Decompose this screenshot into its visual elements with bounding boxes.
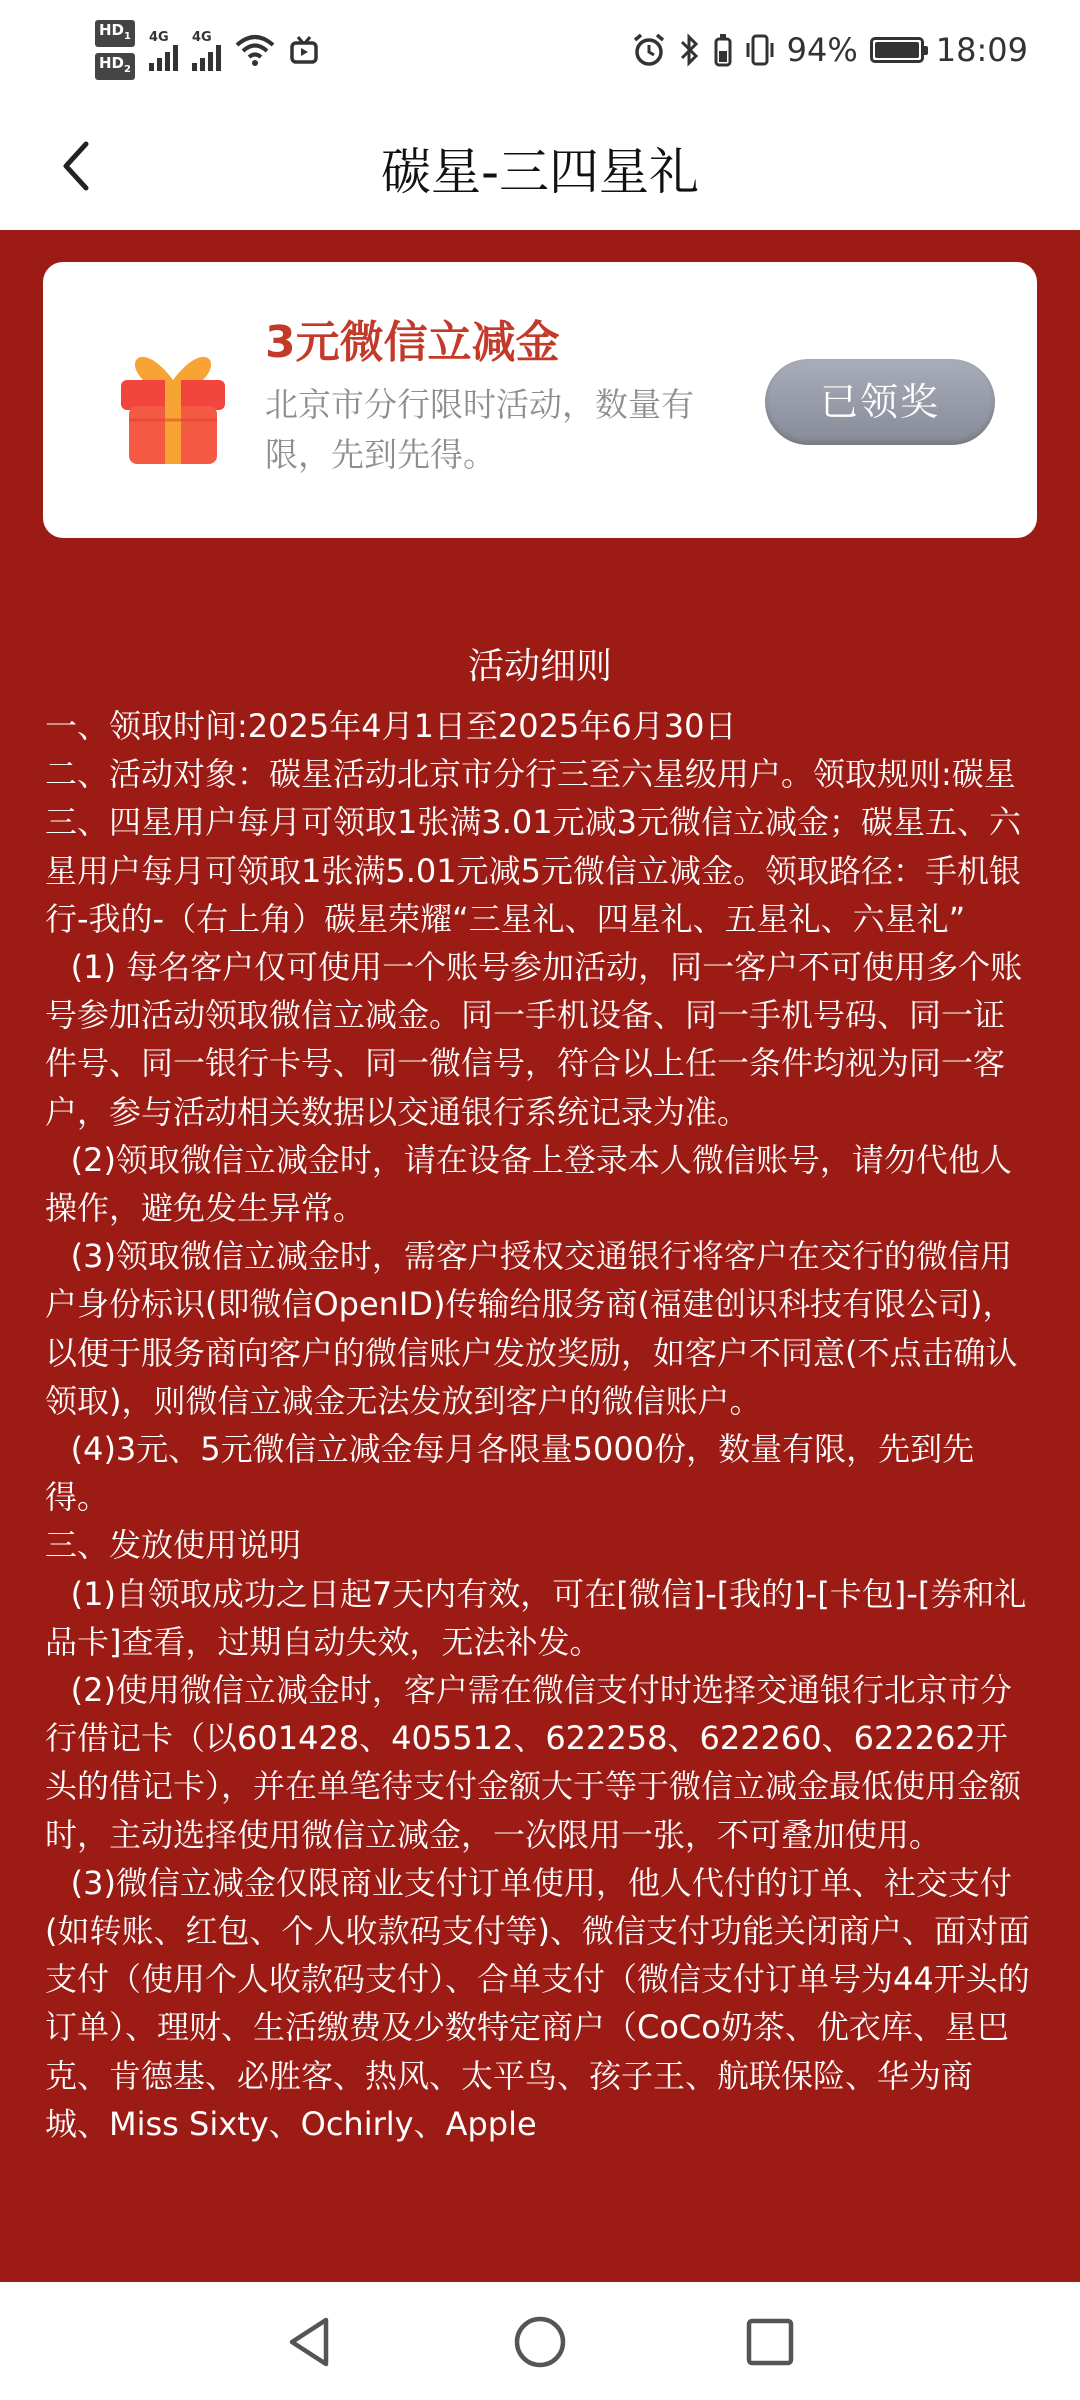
rules-title: 活动细则: [467, 646, 612, 687]
status-right: [631, 20, 1028, 80]
clock: 18:09: [935, 31, 1028, 69]
rules-paragraph: (2)领取微信立减金时，请在设备上登录本人微信账号，请勿代他人操作，避免发生异常。: [45, 1140, 1012, 1228]
claimed-button[interactable]: 已领奖: [765, 359, 995, 445]
vibrate-icon: [745, 33, 775, 67]
sim2-hd-badge: $HD_2$: [95, 53, 135, 80]
rules-paragraph: (1)自领取成功之日起7天内有效，可在[微信]-[我的]-[卡包]-[券和礼品卡]查看，过期自动失效，无法补发。: [45, 1574, 1027, 1661]
rules-paragraph: (4)3元、5元微信立减金每月各限量5000份，数量有限，先到先得。: [45, 1430, 975, 1517]
alarm-icon: [631, 32, 667, 68]
nav-recents-icon[interactable]: [740, 2312, 800, 2372]
sim1-hd-badge: $HD_1$: [95, 20, 135, 47]
rules-paragraph: (3)微信立减金仅限商业支付订单使用，他人代付的订单、社交支付(如转账、红包、个人收款码支付等)、微信支付功能关闭商户、面对面支付（使用个人收款码支付）、合单支付（微信支付订单号为44开头的订单）、理财、生活缴费及少数特定商户（CoCo奶茶、优衣库、星巴克、肯德基、必胜客、热风、太平鸟、孩子王、航联保险、华为商城、Miss Sixty、Ochirly、Apple: [45, 1863, 1030, 2143]
main-content[interactable]: [0, 230, 1080, 2282]
reward-description: 北京市分行限时活动，数量有限，先到先得。: [265, 385, 694, 474]
signal2-icon: 4G: [192, 30, 221, 71]
rules-text: [45, 702, 1035, 2148]
rules-paragraph: 一、领取时间:2025年4月1日至2025年6月30日: [45, 707, 737, 745]
status-bar: [0, 0, 1080, 100]
battery-icon: [870, 37, 924, 63]
page-title: 碳星-三四星礼: [380, 143, 700, 201]
status-left: [95, 20, 319, 80]
rules-paragraph: 二、活动对象：碳星活动北京市分行三至六星级用户。领取规则:碳星三、四星用户每月可领取1张满3.01元减3元微信立减金；碳星五、六星用户每月可领取1张满5.01元减5元微信立减金。领取路径：手机银行-我的-（右上角）碳星荣耀“三星礼、四星礼、五星礼、六星礼”: [45, 755, 1021, 938]
bluetooth-icon: [679, 33, 701, 67]
reward-card: [43, 262, 1037, 538]
signal1-icon: 4G: [149, 30, 178, 71]
wifi-icon: [235, 33, 275, 67]
sim-badges: [95, 20, 135, 80]
system-nav-bar: [0, 2282, 1080, 2400]
reward-title: 3元微信立减金: [265, 317, 560, 368]
battery-saver-icon: [713, 33, 733, 67]
rules-paragraph: 三、发放使用说明: [45, 1526, 302, 1565]
nav-back-icon[interactable]: [280, 2312, 340, 2372]
rules-paragraph: (1) 每名客户仅可使用一个账号参加活动，同一客户不可使用多个账号参加活动领取微信立减金。同一手机设备、同一手机号码、同一证件号、同一银行卡号、同一微信号，符合以上任一条件均视为同一客户，参与活动相关数据以交通银行系统记录为准。: [45, 948, 1023, 1131]
rules-paragraph: (3)领取微信立减金时，需客户授权交通银行将客户在交行的微信用户身份标识(即微信OpenID)传输给服务商(福建创识科技有限公司)，以便于服务商向客户的微信账户发放奖励，如客户不同意(不点击确认领取)，则微信立减金无法发放到客户的微信账户。: [45, 1237, 1018, 1420]
battery-percent: 94%: [786, 31, 858, 69]
rules-paragraph: (2)使用微信立减金时，客户需在微信支付时选择交通银行北京市分行借记卡（以601428、405512、622258、622260、622262开头的借记卡），并在单笔待支付金额大于等于微信立减金最低使用金额时，主动选择使用微信立减金，一次限用一张，不可叠加使用。: [45, 1671, 1022, 1854]
nav-home-icon[interactable]: [510, 2312, 570, 2372]
app-header: [0, 100, 1080, 230]
tv-app-icon: [289, 35, 319, 65]
gift-box-icon: [103, 340, 243, 470]
